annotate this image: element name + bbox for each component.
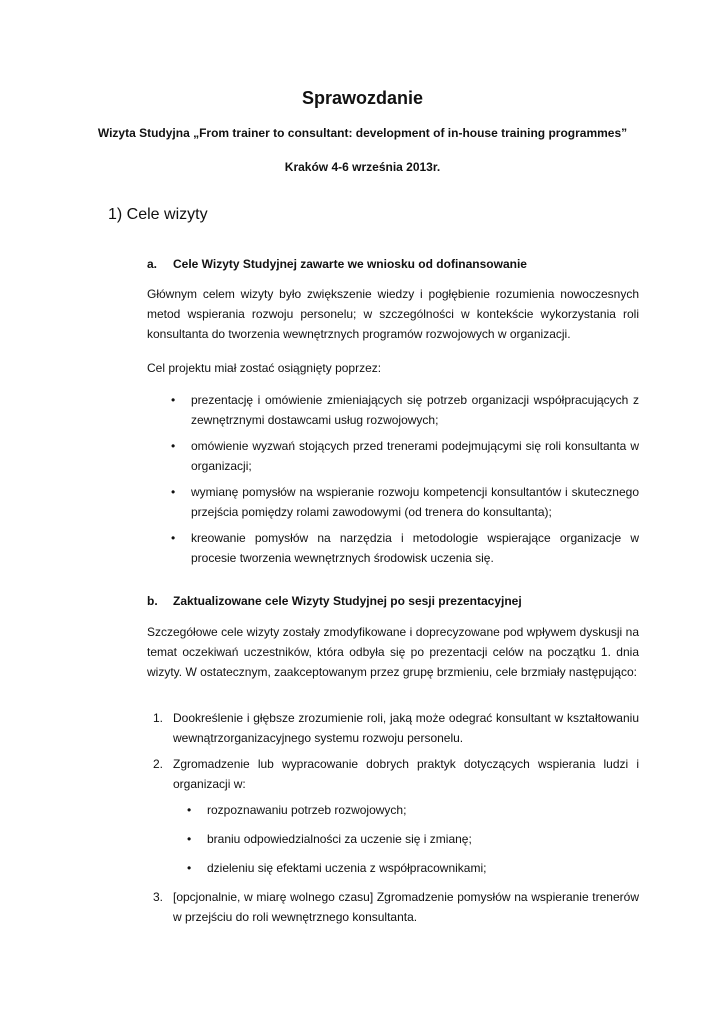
list-item-text: rozpoznawaniu potrzeb rozwojowych; bbox=[207, 803, 407, 817]
subsection-b-title: Zaktualizowane cele Wizyty Studyjnej po sesji prezentacyjnej bbox=[173, 594, 522, 608]
list-item-text: [opcjonalnie, w miarę wolnego czasu] Zgromadzenie pomysłów na wspieranie trenerów w przejściu do roli wewnętrznego konsultanta. bbox=[173, 890, 639, 924]
list-item bbox=[173, 829, 639, 849]
list-item bbox=[147, 754, 639, 878]
subsection-b-marker: b. bbox=[147, 594, 158, 608]
list-number: 3. bbox=[153, 890, 164, 904]
list-item bbox=[173, 858, 639, 878]
list-item-text: wymianę pomysłów na wspieranie rozwoju kompetencji konsultantów i skutecznego przejścia pomiędzy rolami zawodowymi (od trenera do konsultanta); bbox=[191, 485, 639, 519]
list-item bbox=[147, 528, 639, 568]
document-subtitle: Wizyta Studyjna „From trainer to consultant: development of in-house training programmes” bbox=[97, 126, 628, 140]
subsection-a-heading bbox=[147, 257, 527, 271]
paragraph-means: Cel projektu miał zostać osiągnięty poprzez: bbox=[147, 361, 382, 375]
list-item-text: kreowanie pomysłów na narzędzia i metodologie wspierające organizacje w procesie tworzenia wewnętrznych środowisk uczenia się. bbox=[191, 531, 639, 565]
list-item bbox=[147, 436, 639, 476]
bullet-list-means bbox=[147, 390, 639, 574]
list-item-text: Dookreślenie i głębsze zrozumienie roli, jaką może odegrać konsultant w kształtowaniu wewnątrzorganizacyjnego systemu rozwoju personelu. bbox=[173, 711, 639, 745]
list-item bbox=[147, 482, 639, 522]
bullet-icon: • bbox=[171, 439, 176, 453]
bullet-icon: • bbox=[171, 485, 176, 499]
bullet-icon: • bbox=[187, 832, 192, 846]
list-item-text: braniu odpowiedzialności za uczenie się i zmianę; bbox=[207, 832, 472, 846]
section-heading-goals: 1) Cele wizyty bbox=[108, 206, 208, 223]
list-item-text: dzieleniu się efektami uczenia z współpracownikami; bbox=[207, 861, 487, 875]
list-item-text: Zgromadzenie lub wypracowanie dobrych praktyk dotyczących wspierania ludzi i organizacji w: bbox=[173, 757, 639, 791]
subsection-a-marker: a. bbox=[147, 257, 158, 271]
paragraph-main-goal: Głównym celem wizyty było zwiększenie wiedzy i pogłębienie rozumienia nowoczesnych metod wspierania rozwoju personelu; w szczególności w kontekście wykorzystania roli konsultanta do tworzenia wewnętrznych programów rozwojowych w organizacji. bbox=[147, 287, 639, 341]
bullet-icon: • bbox=[187, 803, 192, 817]
list-item bbox=[147, 887, 639, 927]
bullet-icon: • bbox=[171, 531, 176, 545]
list-item bbox=[147, 708, 639, 748]
list-item-text: prezentację i omówienie zmieniających się potrzeb organizacji współpracujących z zewnętrznymi dostawcami usług rozwojowych; bbox=[191, 393, 639, 427]
bullet-icon: • bbox=[187, 861, 192, 875]
list-number: 1. bbox=[153, 711, 164, 725]
document-title: Sprawozdanie bbox=[301, 88, 424, 108]
list-item bbox=[173, 800, 639, 820]
subsection-a-title: Cele Wizyty Studyjnej zawarte we wniosku od dofinansowanie bbox=[173, 257, 527, 271]
document-date: Kraków 4-6 września 2013r. bbox=[284, 160, 441, 174]
paragraph-updated-goals: Szczegółowe cele wizyty zostały zmodyfikowane i doprecyzowane pod wpływem dyskusji na temat oczekiwań uczestników, która odbyła się po prezentacji celów na początku 1. dnia wizyty. W ostatecznym, zaakceptowanym przez grupę brzmieniu, cele brzmiały następująco: bbox=[147, 625, 639, 679]
list-number: 2. bbox=[153, 757, 164, 771]
subsection-b-heading bbox=[147, 594, 522, 608]
sub-bullet-list bbox=[173, 800, 639, 878]
list-item-text: omówienie wyzwań stojących przed trenerami podejmującymi się roli konsultanta w organizacji; bbox=[191, 439, 639, 473]
bullet-icon: • bbox=[171, 393, 176, 407]
list-item bbox=[147, 390, 639, 430]
numbered-list-goals bbox=[147, 708, 639, 933]
